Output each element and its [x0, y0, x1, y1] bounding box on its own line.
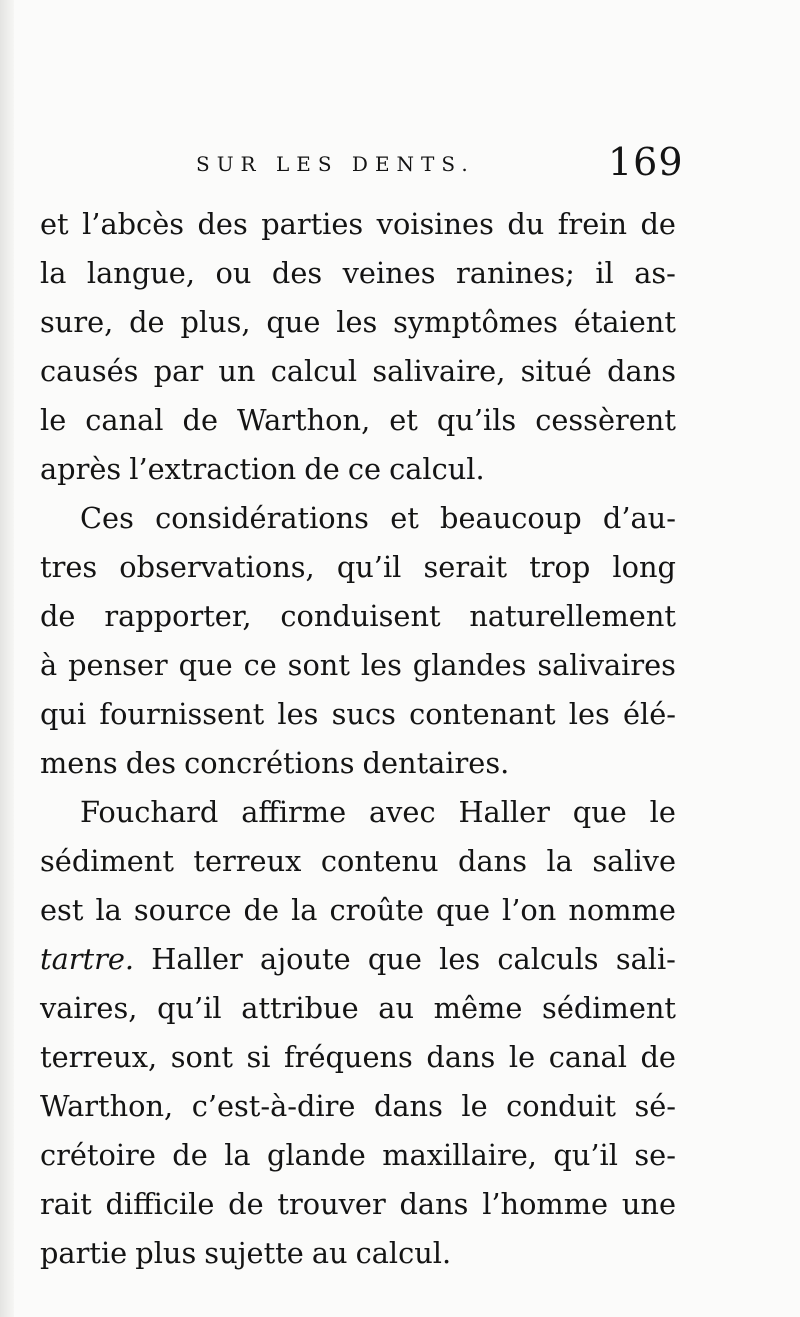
- word: ce: [243, 648, 277, 682]
- word: du: [507, 207, 545, 241]
- word: les: [336, 305, 378, 339]
- word: l’on: [502, 893, 557, 927]
- word: nomme: [568, 893, 676, 927]
- text-line: [40, 1131, 676, 1180]
- text-line: [40, 1229, 676, 1278]
- word: sont: [287, 648, 350, 682]
- text-line: [40, 298, 676, 347]
- word: le: [40, 403, 67, 437]
- word: langue,: [86, 256, 195, 290]
- text-line: [40, 788, 676, 837]
- text-line: [40, 200, 676, 249]
- word: si: [246, 1040, 271, 1074]
- running-head: SUR LES DENTS.: [196, 152, 475, 176]
- word: serait: [423, 550, 508, 584]
- word: ou: [215, 256, 252, 290]
- text-line: [40, 984, 676, 1033]
- paragraph: [40, 788, 676, 1278]
- word: même: [433, 991, 523, 1025]
- word: calcul.: [389, 452, 485, 486]
- word: as-: [634, 256, 676, 290]
- word: frein: [557, 207, 627, 241]
- word: de: [640, 1040, 676, 1074]
- paragraph: [40, 200, 676, 494]
- word: que: [572, 795, 627, 829]
- word: après: [40, 452, 122, 486]
- word: et: [40, 207, 69, 241]
- word: la: [95, 893, 122, 927]
- text-line: [40, 641, 676, 690]
- word: rait: [40, 1187, 92, 1221]
- word: sure,: [40, 305, 114, 339]
- word: que: [266, 305, 321, 339]
- word: qu’ils: [436, 403, 517, 437]
- word: cessèrent: [535, 403, 676, 437]
- word: Warthon,: [40, 1089, 174, 1123]
- word: affirme: [241, 795, 347, 829]
- text-line: [40, 543, 676, 592]
- text-line: [40, 592, 676, 641]
- word: long: [612, 550, 676, 584]
- text-line: [40, 445, 676, 494]
- text-line: [40, 494, 676, 543]
- word: que: [367, 942, 422, 976]
- word: la: [291, 893, 318, 927]
- word: sujette: [204, 1236, 304, 1270]
- word: canal: [85, 403, 164, 437]
- word: calcul.: [355, 1236, 452, 1270]
- word: l’abcès: [82, 207, 185, 241]
- word: qui: [40, 697, 87, 731]
- word: vaires,: [40, 991, 138, 1025]
- word: concrétions: [184, 746, 355, 780]
- word: terreux,: [40, 1040, 158, 1074]
- word: sali-: [615, 942, 676, 976]
- word: canal: [548, 1040, 627, 1074]
- text-line: [40, 347, 676, 396]
- word: Warthon,: [237, 403, 371, 437]
- word: plus: [135, 1236, 197, 1270]
- word: qu’il: [553, 1138, 618, 1172]
- text-line: [40, 1180, 676, 1229]
- word: c’est-à-dire: [191, 1089, 356, 1123]
- word: symptômes: [393, 305, 558, 339]
- word: Haller: [458, 795, 550, 829]
- word: par: [153, 354, 204, 388]
- word: maxillaire,: [382, 1138, 537, 1172]
- word: des: [125, 746, 177, 780]
- word: trouver: [277, 1187, 386, 1221]
- word: partie: [40, 1236, 128, 1270]
- word: sédiment: [542, 991, 676, 1025]
- word: est: [40, 893, 84, 927]
- word: situé: [520, 354, 592, 388]
- text-line: [40, 739, 676, 788]
- word: et: [389, 403, 418, 437]
- word: de: [172, 1138, 208, 1172]
- word: de: [228, 1187, 264, 1221]
- text-body: [40, 200, 676, 1278]
- word: penser: [68, 648, 168, 682]
- word: causés: [40, 354, 139, 388]
- word: calculs: [497, 942, 599, 976]
- text-line: [40, 886, 676, 935]
- word: contenant: [409, 697, 556, 731]
- word: de: [40, 599, 76, 633]
- word: dans: [426, 1040, 496, 1074]
- text-line: [40, 935, 676, 984]
- word: contenu: [320, 844, 439, 878]
- word: naturellement: [469, 599, 676, 633]
- word: trop: [529, 550, 591, 584]
- word: considérations: [155, 501, 369, 535]
- word: fournissent: [99, 697, 265, 731]
- word: le: [508, 1040, 536, 1074]
- word: de: [182, 403, 219, 437]
- word: le: [461, 1089, 488, 1123]
- word: glande: [267, 1138, 366, 1172]
- word: dans: [607, 354, 676, 388]
- word: une: [621, 1187, 676, 1221]
- word: difficile: [105, 1187, 215, 1221]
- word: qu’il: [336, 550, 402, 584]
- paragraph: [40, 494, 676, 788]
- word: étaient: [573, 305, 676, 339]
- word: à: [40, 648, 58, 682]
- word: sont: [170, 1040, 233, 1074]
- word: de: [129, 305, 165, 339]
- page-header: [0, 140, 800, 200]
- word: ce: [347, 452, 381, 486]
- word: Ces: [80, 501, 134, 535]
- text-line: [40, 690, 676, 739]
- word: sé-: [634, 1089, 676, 1123]
- word: élé-: [622, 697, 676, 731]
- word: conduit: [506, 1089, 616, 1123]
- word: conduisent: [280, 599, 441, 633]
- word: et: [390, 501, 419, 535]
- word: des: [197, 207, 248, 241]
- word: Fouchard: [80, 795, 219, 829]
- word: source: [133, 893, 232, 927]
- word: salivaire,: [372, 354, 506, 388]
- word: de: [243, 893, 280, 927]
- word: dans: [373, 1089, 443, 1123]
- word: la: [40, 256, 67, 290]
- word: salivaires: [537, 648, 676, 682]
- word: les: [568, 697, 610, 731]
- word: observations,: [119, 550, 315, 584]
- word: ajoute: [260, 942, 351, 976]
- word: dentaires.: [362, 746, 510, 780]
- word: avec: [368, 795, 436, 829]
- word: glandes: [412, 648, 527, 682]
- text-line: [40, 1082, 676, 1131]
- word: de: [304, 452, 340, 486]
- word: sédiment: [40, 844, 174, 878]
- word: croûte: [329, 893, 424, 927]
- word: attribue: [241, 991, 359, 1025]
- word: la: [546, 844, 573, 878]
- word: veines: [342, 256, 436, 290]
- word: qu’il: [157, 991, 222, 1025]
- word: d’au-: [602, 501, 676, 535]
- word: de: [640, 207, 676, 241]
- word: le: [649, 795, 676, 829]
- word: l’extraction: [129, 452, 297, 486]
- text-line: [40, 1033, 676, 1082]
- word: mens: [40, 746, 118, 780]
- word: crétoire: [40, 1138, 156, 1172]
- text-line: [40, 396, 676, 445]
- text-line: [40, 249, 676, 298]
- word: un: [218, 354, 256, 388]
- word: les: [360, 648, 402, 682]
- word: tres: [40, 550, 98, 584]
- word: dans: [458, 844, 527, 878]
- word: que: [178, 648, 233, 682]
- word: l’homme: [482, 1187, 609, 1221]
- word: parties: [261, 207, 364, 241]
- word: terreux: [193, 844, 302, 878]
- word: au: [378, 991, 414, 1025]
- word: salive: [592, 844, 676, 878]
- word: dans: [399, 1187, 469, 1221]
- word: calcul: [270, 354, 358, 388]
- word: sucs: [331, 697, 396, 731]
- word: au: [311, 1236, 348, 1270]
- word: des: [271, 256, 323, 290]
- word: plus,: [180, 305, 251, 339]
- word: beaucoup: [440, 501, 582, 535]
- word: les: [439, 942, 481, 976]
- text-line: [40, 837, 676, 886]
- page-number: 169: [608, 140, 684, 184]
- word: les: [277, 697, 319, 731]
- word: se-: [634, 1138, 676, 1172]
- word: il: [595, 256, 614, 290]
- word: la: [224, 1138, 251, 1172]
- word: tartre.: [40, 942, 135, 976]
- word: Haller: [151, 942, 243, 976]
- word: ranines;: [456, 256, 575, 290]
- word: rapporter,: [104, 599, 252, 633]
- word: fréquens: [284, 1040, 413, 1074]
- word: que: [435, 893, 490, 927]
- word: voisines: [376, 207, 494, 241]
